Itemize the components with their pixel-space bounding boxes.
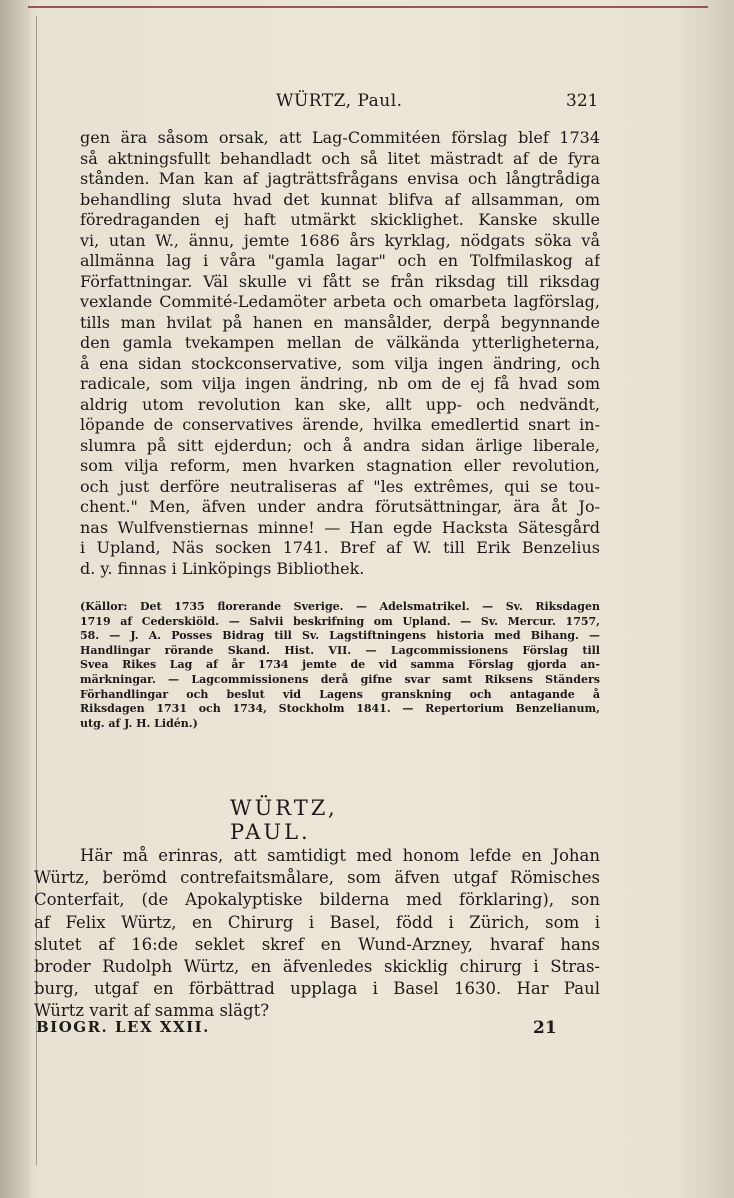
source-line: märkningar. — Lagcommissionens derå gifne svar samt Riksens Ständers — [80, 672, 600, 686]
text-line: Würtz, berömd contrefaitsmålare, som äfven utgaf Römisches — [34, 868, 600, 888]
page-number: 321 — [566, 91, 599, 111]
section-title: WÜRTZ, PAUL. — [230, 796, 338, 844]
source-line: Svea Rikes Lag af år 1734 jemte de vid samma Förslag gjorda an- — [80, 658, 600, 672]
running-head: WÜRTZ, Paul. — [276, 91, 403, 111]
text-line: Här må erinras, att samtidigt med honom lefde en Johan — [80, 846, 600, 865]
text-line: aldrig utom revolution kan ske, allt upp- och nedvändt, — [80, 394, 600, 414]
text-line: tills man hvilat på hanen en mansålder, derpå begynnande — [80, 312, 600, 332]
sheet-number: 21 — [533, 1018, 557, 1038]
source-line: Handlingar rörande Skand. Hist. VII. — Lagcommissionens Förslag till — [80, 643, 600, 657]
source-line: 1719 af Cederskiöld. — Salvii beskrifning om Upland. — Sv. Mercur. 1757, — [80, 614, 600, 628]
text-line: vexlande Commité-Ledamöter arbeta och omarbeta lagförslag, — [80, 292, 600, 311]
text-line: af Felix Würtz, en Chirurg i Basel, född i Zürich, som i — [34, 912, 600, 932]
main-text — [80, 128, 600, 579]
text-line: Conterfait, (de Apokalyptiske bilderna med förklaring), son — [34, 890, 600, 910]
text-line: burg, utgaf en förbättrad upplaga i Basel 1630. Har Paul — [34, 979, 600, 999]
text-line: vi, utan W., ännu, jemte 1686 års kyrklag, nödgats söka vå — [80, 230, 600, 250]
text-line: gen ära såsom orsak, att Lag-Commitéen förslag blef 1734 — [80, 128, 600, 147]
text-line: allmänna lag i våra "gamla lagar" och en Tolfmilaskog af — [80, 251, 600, 270]
text-line: som vilja reform, men hvarken stagnation eller revolution, — [80, 456, 600, 475]
source-line: 58. — J. A. Posses Bidrag till Sv. Lagstiftningens historia med Bihang. — — [80, 629, 600, 643]
section-text — [34, 845, 600, 1023]
source-line: Förhandlingar och beslut vid Lagens granskning och antagande å — [80, 687, 600, 701]
binding-shadow — [0, 0, 30, 1198]
text-line: slumra på sitt ejderdun; och å andra sidan ärlige liberale, — [80, 435, 600, 455]
text-line: i Upland, Näs socken 1741. Bref af W. till Erik Benzelius — [80, 538, 600, 557]
text-line: chent." Men, äfven under andra förutsättningar, ära åt Jo- — [80, 497, 600, 516]
text-line: nas Wulfvenstiernas minne! — Han egde Hacksta Sätesgård — [80, 517, 600, 537]
text-line: slutet af 16:de seklet skref en Wund-Arzney, hvaraf hans — [34, 934, 600, 954]
text-line: och just derföre neutraliseras af "les extrêmes, qui se tou- — [80, 476, 600, 496]
source-line: Riksdagen 1731 och 1734, Stockholm 1841. — Repertorium Benzelianum, — [80, 702, 600, 716]
sources-note — [80, 600, 600, 731]
text-line: Würtz varit af samma slägt? — [34, 1001, 270, 1021]
printer-signature: BIOGR. LEX XXII. — [36, 1018, 210, 1036]
text-line: den gamla tvekampen mellan de välkända ytterligheterna, — [80, 333, 600, 352]
source-line: (Källor: Det 1735 florerande Sverige. — Adelsmatrikel. — Sv. Riksdagen — [80, 600, 600, 613]
text-line: behandling sluta hvad det kunnat blifva af allsamman, om — [80, 189, 600, 209]
text-line: löpande de conservatives ärende, hvilka emedlertid snart in- — [80, 415, 600, 434]
text-line: stånden. Man kan af jagträttsfrågans envisa och långtrådiga — [80, 169, 600, 188]
source-line: utg. af J. H. Lidén.) — [80, 716, 198, 730]
text-line: broder Rudolph Würtz, en äfvenledes skicklig chirurg i Stras- — [34, 956, 600, 976]
top-edge-rule — [28, 6, 708, 8]
text-line: radicale, som vilja ingen ändring, nb om de ej få hvad som — [80, 374, 600, 393]
text-line: Författningar. Väl skulle vi fått se från riksdag till riksdag — [80, 271, 600, 291]
text-line: å ena sidan stockconservative, som vilja ingen ändring, och — [80, 353, 600, 373]
text-line: föredraganden ej haft utmärkt skicklighet. Kanske skulle — [80, 210, 600, 229]
text-line: d. y. finnas i Linköpings Bibliothek. — [80, 558, 365, 578]
text-line: så aktningsfullt behandladt och så litet mästradt af de fyra — [80, 148, 600, 168]
